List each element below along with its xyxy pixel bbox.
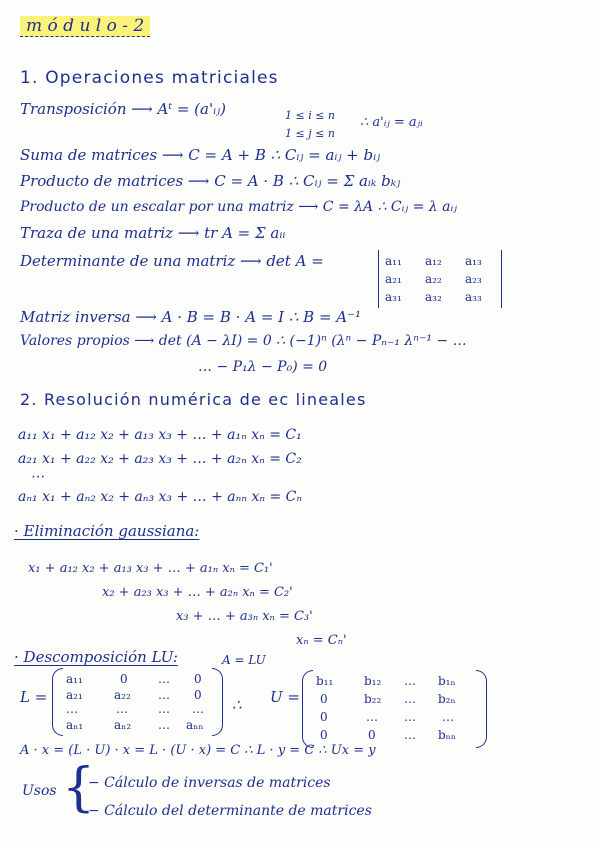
u-cell: … xyxy=(404,728,416,742)
u-cell: bₙₙ xyxy=(438,728,457,742)
section1-title: 1. Operaciones matriciales xyxy=(20,68,279,88)
gauss-eq-3: x₃ + … + a₃ₙ xₙ = C₃' xyxy=(176,609,313,624)
l-cell: … xyxy=(158,672,170,686)
usos-label: Usos xyxy=(22,783,57,799)
u-matrix-right-paren xyxy=(476,670,487,748)
gauss-title-text: · Eliminación gaussiana: xyxy=(14,522,200,540)
gauss-eq-2: x₂ + a₂₃ x₃ + … + a₂ₙ xₙ = C₂' xyxy=(102,585,293,600)
l-cell: … xyxy=(158,718,170,732)
u-matrix xyxy=(312,672,476,746)
det-cell: a₂₂ xyxy=(425,272,442,286)
u-cell: 0 xyxy=(320,710,328,724)
inversa-line: Matriz inversa ⟶ A · B = B · A = I ∴ B = A⁻¹ xyxy=(20,308,362,326)
lu-title xyxy=(14,650,178,665)
l-cell: aₙₙ xyxy=(186,718,204,732)
l-cell: … xyxy=(158,688,170,702)
l-matrix-right-paren xyxy=(212,668,223,736)
section2-title: 2. Resolución numérica de ec lineales xyxy=(20,390,367,409)
l-cell: a₁₁ xyxy=(66,672,83,686)
u-cell: … xyxy=(404,692,416,706)
l-cell: … xyxy=(158,702,170,716)
det-cell: a₁₃ xyxy=(465,254,482,268)
u-cell: b₁₂ xyxy=(364,674,382,688)
lu-product-line: A · x = (L · U) · x = L · (U · x) = C ∴ L · y = C ∴ Ux = y xyxy=(20,743,376,758)
u-cell: … xyxy=(404,674,416,688)
u-cell: 0 xyxy=(320,728,328,742)
transposicion-line: Transposición ⟶ Aᵗ = (a'ᵢⱼ) xyxy=(20,100,226,118)
u-label: U = xyxy=(270,688,300,706)
det-cell: a₃₁ xyxy=(385,290,402,304)
l-cell: 0 xyxy=(194,672,202,686)
l-cell: … xyxy=(66,702,78,716)
u-cell: b₂₂ xyxy=(364,692,382,706)
equation-1: a₁₁ x₁ + a₁₂ x₂ + a₁₃ x₃ + … + a₁ₙ xₙ = C₁ xyxy=(18,427,302,443)
module-title-text: m ó d u l o - 2 xyxy=(20,16,150,37)
lu-separator: ∴ xyxy=(232,696,242,714)
det-cell: a₃₃ xyxy=(465,290,482,304)
uso-item-1: − Cálculo de inversas de matrices xyxy=(88,775,331,791)
equation-n: aₙ₁ x₁ + aₙ₂ x₂ + aₙ₃ x₃ + … + aₙₙ xₙ = Cₙ xyxy=(18,489,303,505)
uso-item-2: − Cálculo del determinante de matrices xyxy=(88,803,372,819)
equation-dots: ⋯ xyxy=(30,469,44,485)
escalar-line: Producto de un escalar por una matriz ⟶ C = λA ∴ Cᵢⱼ = λ aᵢⱼ xyxy=(20,199,457,215)
l-cell: 0 xyxy=(120,672,128,686)
l-cell: … xyxy=(116,702,128,716)
l-label: L = xyxy=(20,688,48,706)
equation-2: a₂₁ x₁ + a₂₂ x₂ + a₂₃ x₃ + … + a₂ₙ xₙ = C₂ xyxy=(18,451,302,467)
l-cell: aₙ₂ xyxy=(114,718,132,732)
u-cell: b₁₁ xyxy=(316,674,334,688)
l-cell: … xyxy=(192,702,204,716)
producto-line: Producto de matrices ⟶ C = A · B ∴ Cᵢⱼ = Σ aᵢₖ bₖⱼ xyxy=(20,172,401,190)
l-cell: a₂₁ xyxy=(66,688,83,702)
lu-equation: A = LU xyxy=(222,653,266,667)
det-cell: a₂₁ xyxy=(385,272,402,286)
propios-line-2: … − P₁λ − P₀) = 0 xyxy=(198,359,328,375)
transposicion-result: ∴ a'ᵢⱼ = aⱼᵢ xyxy=(360,115,423,130)
u-cell: 0 xyxy=(368,728,376,742)
suma-line: Suma de matrices ⟶ C = A + B ∴ Cᵢⱼ = aᵢⱼ + bᵢⱼ xyxy=(20,146,381,164)
determinante-line: Determinante de una matriz ⟶ det A = xyxy=(20,252,324,270)
det-cell: a₁₂ xyxy=(425,254,442,268)
usos-brace: { xyxy=(62,758,96,818)
traza-line: Traza de una matriz ⟶ tr A = Σ aᵢᵢ xyxy=(20,224,286,242)
det-cell: a₁₁ xyxy=(385,254,402,268)
transposicion-cond-1: 1 ≤ i ≤ n xyxy=(285,109,336,122)
u-cell: b₂ₙ xyxy=(438,692,456,706)
propios-line-1: Valores propios ⟶ det (A − λI) = 0 ∴ (−1)ⁿ (λⁿ − Pₙ₋₁ λⁿ⁻¹ − … xyxy=(20,333,467,349)
l-cell: 0 xyxy=(194,688,202,702)
gauss-eq-4: xₙ = Cₙ' xyxy=(296,633,347,648)
l-cell: a₂₂ xyxy=(114,688,131,702)
u-cell: … xyxy=(404,710,416,724)
det-cell: a₂₃ xyxy=(465,272,482,286)
u-cell: 0 xyxy=(320,692,328,706)
transposicion-cond-2: 1 ≤ j ≤ n xyxy=(285,127,335,140)
gauss-title xyxy=(14,524,199,539)
lu-title-text: · Descomposición LU: xyxy=(14,648,178,666)
det-cell: a₃₂ xyxy=(425,290,442,304)
u-cell: … xyxy=(442,710,454,724)
l-cell: aₙ₁ xyxy=(66,718,84,732)
u-cell: b₁ₙ xyxy=(438,674,456,688)
gauss-eq-1: x₁ + a₁₂ x₂ + a₁₃ x₃ + … + a₁ₙ xₙ = C₁' xyxy=(28,561,273,576)
l-matrix xyxy=(62,670,212,734)
det-matrix xyxy=(378,250,502,308)
u-cell: … xyxy=(366,710,378,724)
module-title xyxy=(20,18,150,35)
